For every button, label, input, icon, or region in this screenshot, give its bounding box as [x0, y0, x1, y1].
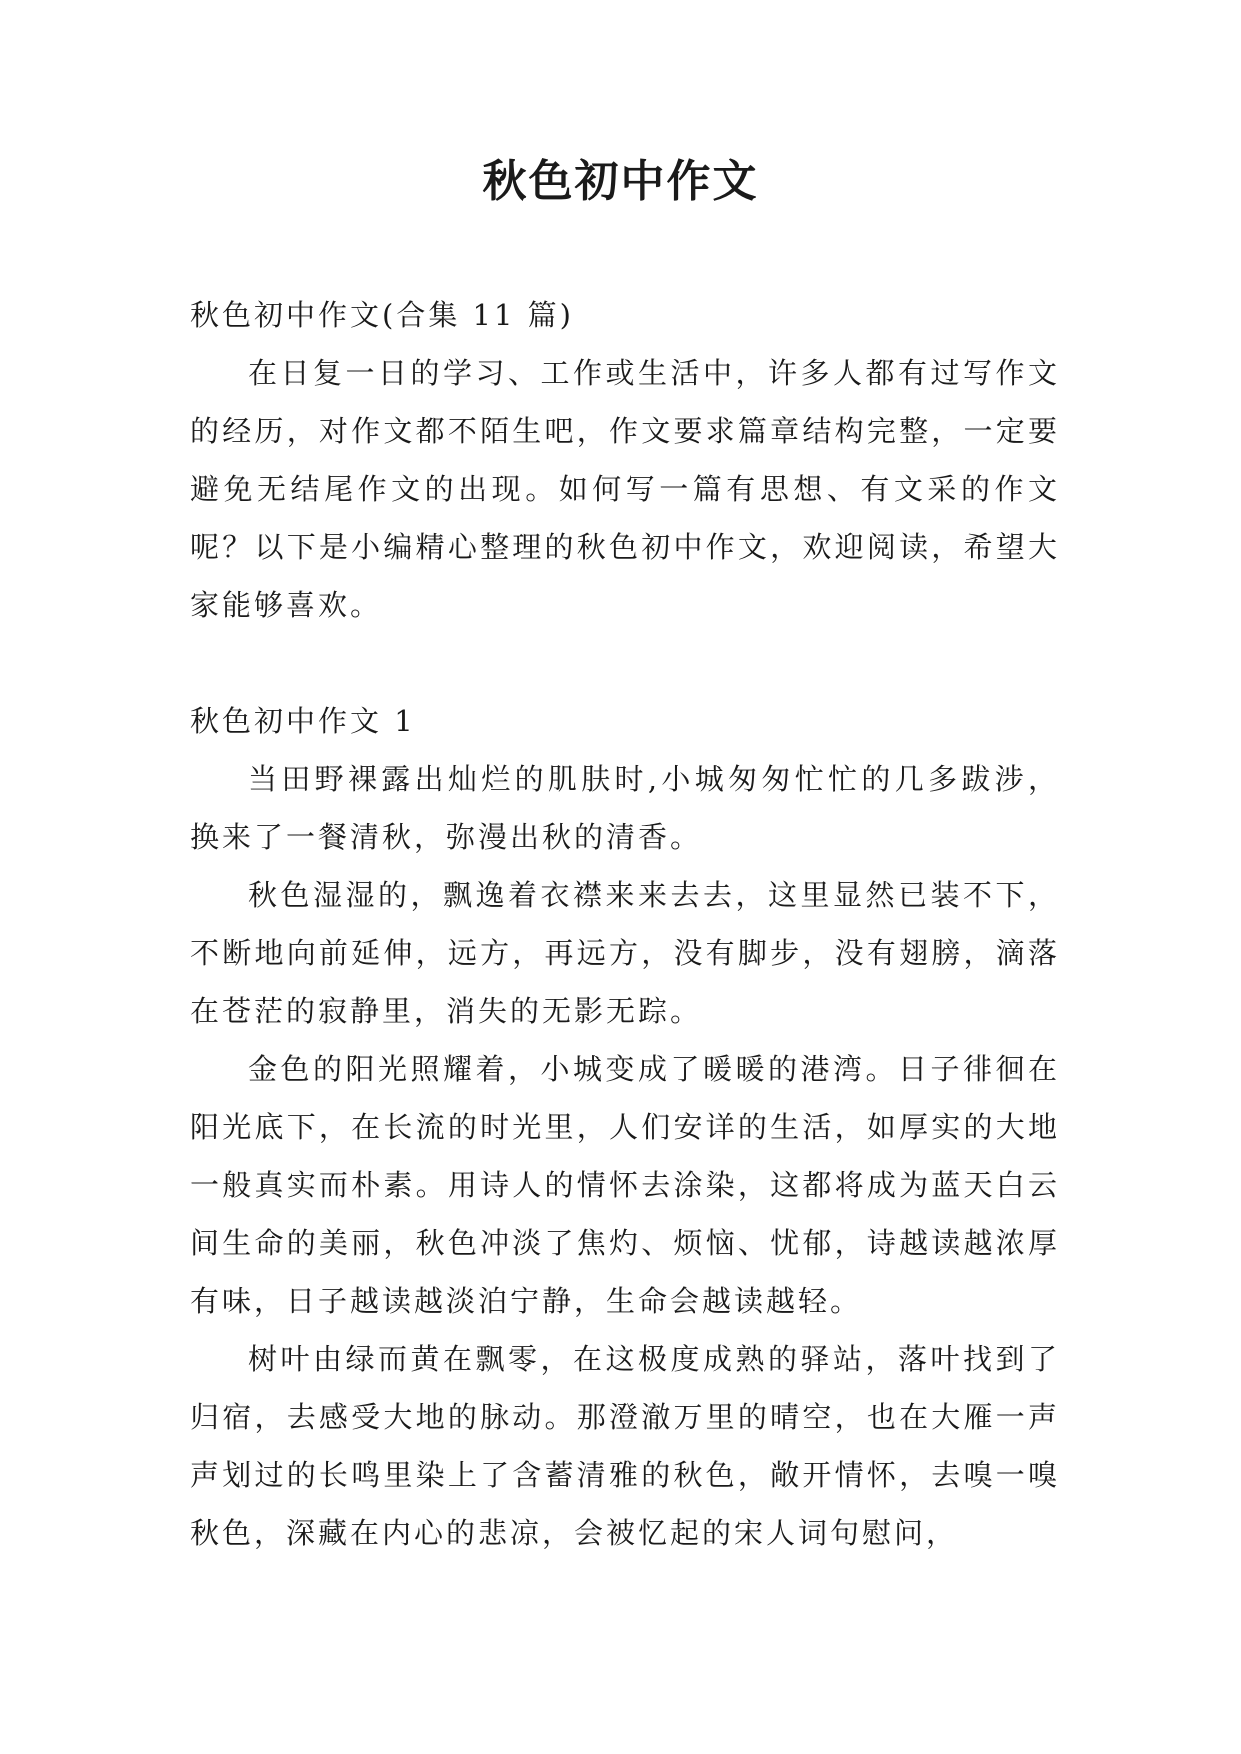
section-spacer [190, 634, 1060, 692]
document-body [190, 286, 1060, 1562]
essay-paragraph: 当田野裸露出灿烂的肌肤时,小城匆匆忙忙的几多跋涉，换来了一餐清秋，弥漫出秋的清香。 [190, 762, 1060, 854]
essay-heading: 秋色初中作文 1 [190, 704, 416, 738]
intro-paragraph: 在日复一日的学习、工作或生活中，许多人都有过写作文的经历，对作文都不陌生吧，作文要求篇章结构完整，一定要避免无结尾作文的出现。如何写一篇有思想、有文采的作文呢？以下是小编精心整理的秋色初中作文，欢迎阅读，希望大家能够喜欢。 [190, 356, 1060, 622]
essay-paragraph: 金色的阳光照耀着，小城变成了暖暖的港湾。日子徘徊在阳光底下，在长流的时光里，人们安详的生活，如厚实的大地一般真实而朴素。用诗人的情怀去涂染，这都将成为蓝天白云间生命的美丽，秋色冲淡了焦灼、烦恼、忧郁，诗越读越浓厚有味，日子越读越淡泊宁静，生命会越读越轻。 [190, 1052, 1060, 1318]
collection-heading: 秋色初中作文(合集 11 篇) [190, 298, 574, 332]
document-title: 秋色初中作文 [482, 156, 759, 207]
essay-paragraph: 树叶由绿而黄在飘零，在这极度成熟的驿站，落叶找到了归宿，去感受大地的脉动。那澄澈万里的晴空，也在大雁一声声划过的长鸣里染上了含蓄清雅的秋色，敞开情怀，去嗅一嗅秋色，深藏在内心的悲凉，会被忆起的宋人词句慰问， [190, 1342, 1060, 1550]
essay-paragraph: 秋色湿湿的，飘逸着衣襟来来去去，这里显然已装不下，不断地向前延伸，远方，再远方，没有脚步，没有翅膀，滴落在苍茫的寂静里，消失的无影无踪。 [190, 878, 1060, 1028]
